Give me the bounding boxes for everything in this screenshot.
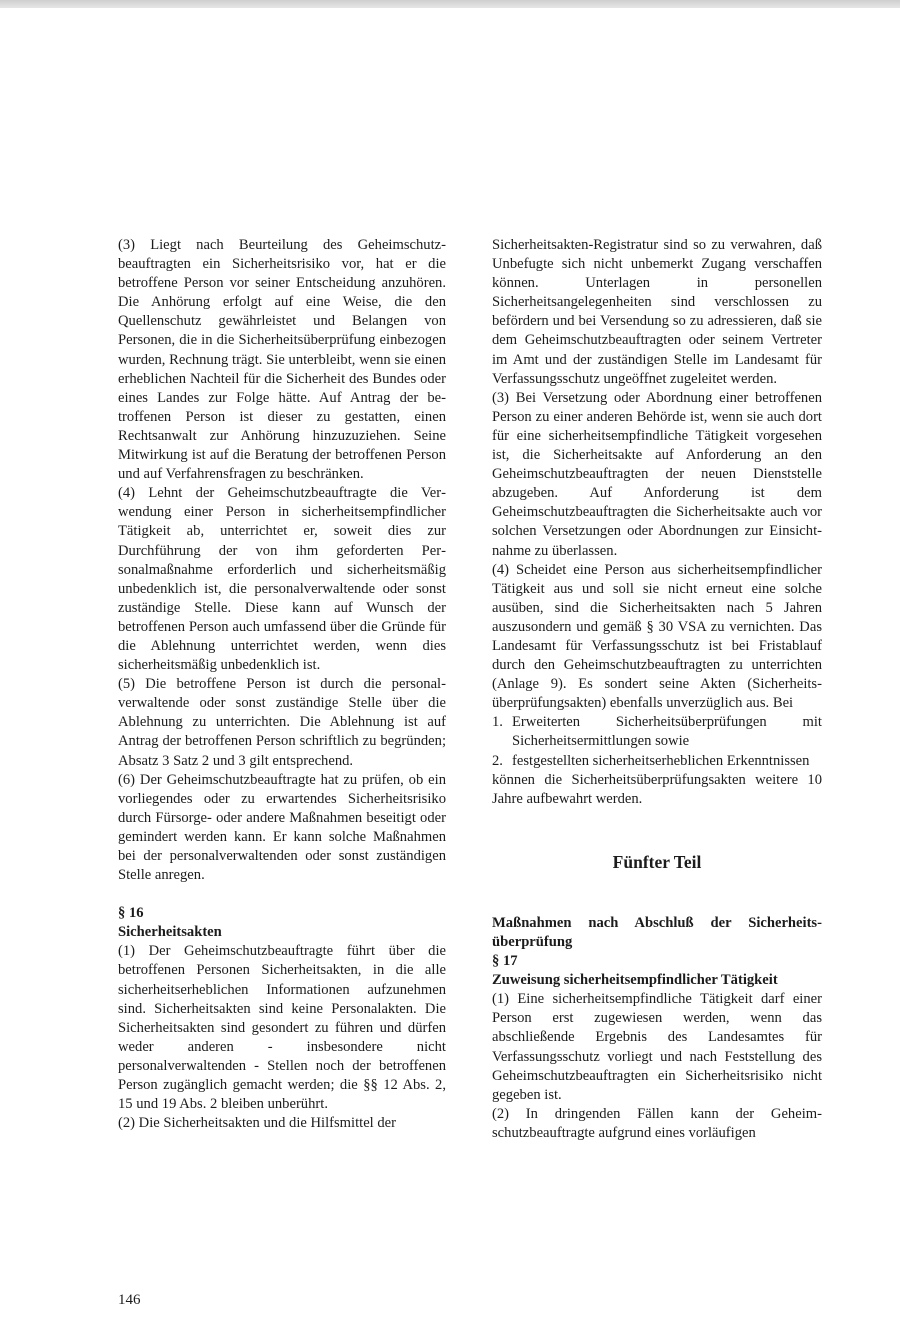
section-17-paragraph-2-start: (2) In dringenden Fällen kann der Geheimschutzbeauftragte aufgrund eines vorläufigen: [492, 1105, 822, 1141]
numbered-list: [492, 713, 822, 770]
section-16-paragraph-1: (1) Der Geheimschutzbeauftragte führt über die betroffenen Personen Sicherheitsakten, in die alle sicherheitserheblichen Informationen aufzunehmen sind. Sicherheitsakten sind keine Personalakten. Die Sicherheitsakten sind gesondert zu führen und dürfen weder anderen - insbesondere nicht personalverwaltenden - Stellen noch der betroffenen Person zugänglich gemacht werden; die §§ 12 Abs. 2, 15 und 19 Abs. 2 bleiben unberührt.: [118, 943, 446, 1113]
page-number: 146: [118, 1292, 141, 1308]
paragraph-3: (3) Liegt nach Beurteilung des Geheimschutzbeauftragten ein Sicherheitsrisiko vor, hat er die betroffene Person vor seiner Entscheidung anzuhören. Die Anhörung erfolgt auf eine Weise, die den Quellenschutz gewährleistet und Belangen von Personen, die in die Sicherheitsüberprüfung einbezogen wurden, Rechnung trägt. Sie unterbleibt, wenn sie einen erheblichen Nachteil für die Sicherheit des Bundes oder eines Landes zur Folge hätte. Auf Antrag der betroffenen Person ist dieser zu gestatten, einen Rechtsanwalt zur Anhörung hinzuzuziehen. Seine Mitwirkung ist auf die Beratung der betroffenen Person und auf Verfahrensfragen zu beschränken.: [118, 237, 446, 483]
list-item: [492, 752, 822, 771]
paragraph-6: (6) Der Geheimschutzbeauftragte hat zu prüfen, ob ein vorliegendes oder zu erwartendes Sicherheitsrisiko durch Fürsorge- oder andere Maßnahmen beseitigt oder gemindert werden kann. Er kann solche Maßnahmen bei der personalverwaltenden oder sonst zuständigen Stelle anregen.: [118, 771, 446, 884]
scan-edge-bar: [0, 0, 900, 8]
left-column: [118, 236, 446, 1133]
paragraph-5: (5) Die betroffene Person ist durch die personalverwaltende oder sonst zuständige Stelle über die Ablehnung zu unterrichten. Die Ablehnung ist auf Antrag der betroffenen Person schriftlich zu begründen; Absatz 3 Satz 2 und 3 gilt entsprechend.: [118, 676, 446, 769]
section-17-paragraph-1: (1) Eine sicherheitsempfindliche Tätigkeit darf einer Person erst zugewiesen werden, wenn das abschließende Ergebnis des Landesamtes für Verfassungsschutz vorliegt und nach Feststellung des Geheimschutzbeauftragten ein Sicherheitsrisiko nicht gegeben ist.: [492, 991, 822, 1103]
section-17-title: Zuweisung sicherheitsempfindlicher Tätigkeit: [492, 972, 778, 989]
section-16-paragraph-2-continued: Sicherheitsakten-Registratur sind so zu verwahren, daß Unbefugte sich nicht unbemerkt Zugang verschaffen können. Unterlagen in personellen Sicherheitsangelegenheiten sind verschlossen zu befördern und bei Versendung so zu adressieren, daß sie dem Geheimschutzbeauftragten oder seinem Vertreter im Amt und der zuständigen Stelle im Landesamt für Verfassungsschutz ungeöffnet zugeleitet werden.: [492, 237, 822, 387]
paragraph-4: (4) Lehnt der Geheimschutzbeauftragte die Verwendung einer Person in sicherheitsempfindlicher Tätigkeit ab, unterrichtet er, soweit dies zur Durchführung der von ihm geforderten Personalmaßnahme erforderlich und sicherheitsmäßig unbedenklich ist, die personalverwaltende oder sonst zuständige Stelle. Diese kann auf Wunsch der betroffenen Person auch umfassend über die Gründe für die Ablehnung unterrichtet werden, wenn dies sicherheitsmäßig unbedenklich ist.: [118, 485, 446, 674]
section-16-paragraph-4: (4) Scheidet eine Person aus sicherheitsempfindlicher Tätigkeit aus und soll sie nicht erneut eine solche ausüben, sind die Sicherheitsakten nach 5 Jahren auszusondern und gemäß § 30 VSA zu vernichten. Das Landesamt für Verfassungsschutz ist bei Fristablauf durch den Geheimschutzbeauftragten zu unterrichten (Anlage 9). Es sondert seine Akten (Sicherheitsüberprüfungsakten) ebenfalls unverzüglich aus. Bei: [492, 561, 822, 712]
part-title: Fünfter Teil: [612, 851, 702, 872]
section-16-paragraph-2-start: (2) Die Sicherheitsakten und die Hilfsmittel der: [118, 1115, 397, 1132]
section-16-title: Sicherheitsakten: [118, 924, 222, 941]
list-item-text: Erweiterten Sicherheitsüberprüfungen mit Sicherheitsermittlungen sowie: [512, 714, 822, 750]
list-item-number: 1.: [492, 714, 503, 731]
part-subtitle: Maßnahmen nach Abschluß der Sicherheitsüberprüfung: [492, 914, 822, 950]
right-column: [492, 236, 822, 1143]
section-16-number: § 16: [118, 905, 144, 922]
list-item-number: 2.: [492, 752, 503, 769]
section-16-paragraph-4-end: können die Sicherheitsüberprüfungsakten weitere 10 Jahre aufbewahrt werden.: [492, 771, 822, 807]
section-17-number: § 17: [492, 953, 518, 970]
section-16-paragraph-3: (3) Bei Versetzung oder Abordnung einer betroffenen Person zu einer anderen Behörde ist, wenn sie auch dort für eine sicherheitsempfindliche Tätigkeit vorgesehen ist, die Sicherheitsakte auf Anforderung an den Geheimschutzbeauftragten der neuen Dienststelle abzugeben. Auf Anforderung ist dem Geheimschutzbeauftragten die Sicherheitsakte auch vor solchen Versetzungen oder Abordnungen zur Einsichtnahme zu überlassen.: [492, 389, 822, 559]
list-item-text: festgestellten sicherheitserheblichen Erkenntnissen: [512, 752, 810, 769]
list-item: [492, 713, 822, 751]
